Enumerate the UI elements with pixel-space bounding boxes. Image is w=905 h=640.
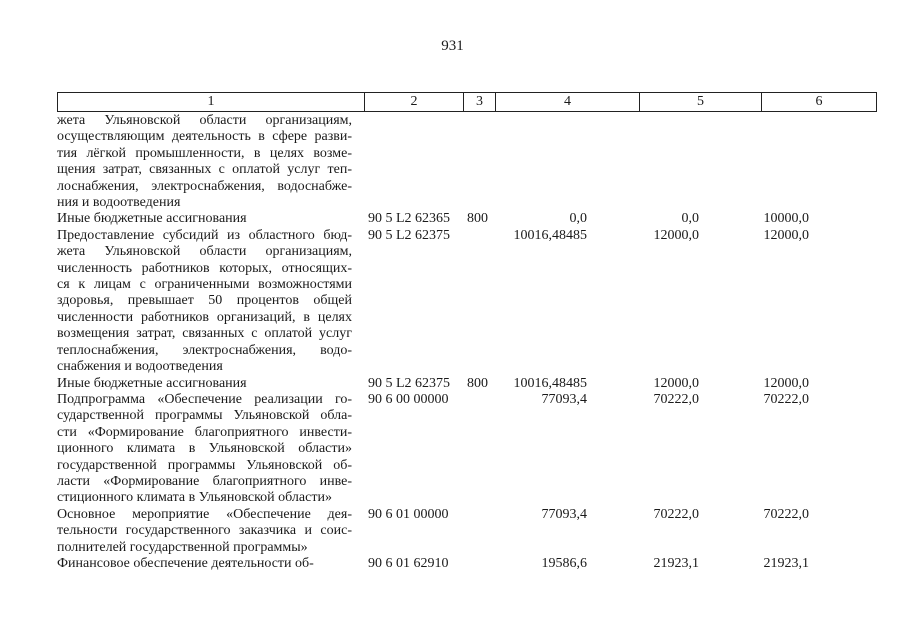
row-value-col-6: 70222,0 [763, 506, 809, 522]
row-value-col-5: 21923,1 [653, 555, 699, 571]
description-line: Иные бюджетные ассигнования [57, 375, 247, 391]
row-value-col-5: 0,0 [681, 211, 699, 227]
row-value-col-4: 10016,48485 [513, 227, 587, 243]
table-row [57, 228, 843, 376]
description-line: ционного климата в Ульяновской области» [57, 441, 352, 457]
header-col-2: 2 [365, 93, 464, 112]
table-row [57, 507, 843, 556]
row-description [57, 376, 358, 392]
row-type [463, 556, 497, 572]
description-line: сударственной программы Ульяновской обла- [57, 408, 352, 424]
row-type: 800 [467, 211, 488, 227]
description-line: ния и водоотведения [57, 195, 181, 211]
row-value-col-6: 10000,0 [763, 211, 809, 227]
description-line: жета Ульяновской области организациям, [57, 113, 352, 128]
row-value-col-6: 21923,1 [763, 555, 809, 571]
row-value-col-4: 10016,48485 [513, 375, 587, 391]
header-col-3: 3 [464, 93, 496, 112]
description-line: теплоснабжения, электроснабжения, водо- [57, 342, 352, 358]
row-code: 90 6 01 62910 [368, 555, 449, 571]
description-line: здоровья, превышает 50 процентов общей [57, 293, 352, 309]
table-row [57, 392, 843, 507]
header-col-6: 6 [762, 93, 877, 112]
description-line: Подпрограмма «Обеспечение реализации го- [57, 391, 352, 407]
row-description [57, 228, 358, 376]
page-number: 931 [441, 38, 464, 54]
header-col-1: 1 [58, 93, 365, 112]
description-line: ласти «Формирование благоприятного инве- [57, 473, 352, 489]
description-line: сти «Формирование благоприятного инвести- [57, 424, 352, 440]
row-value-col-4: 19586,6 [541, 555, 587, 571]
description-line: государственной программы Ульяновской об- [57, 457, 352, 473]
description-line: численность работников которых, относящих- [57, 260, 352, 276]
row-value-col-4: 77093,4 [541, 506, 587, 522]
row-value-col-5: 12000,0 [653, 227, 699, 243]
description-line: осуществляющим деятельность в сфере разви- [57, 129, 352, 145]
description-line: численности работников организаций, в целях [57, 309, 352, 325]
row-value-col-6: 12000,0 [763, 375, 809, 391]
description-line: лоснабжения, электроснабжения, водоснабже- [57, 178, 352, 194]
row-code [358, 113, 463, 211]
row-type [463, 507, 497, 556]
table-row [57, 113, 843, 211]
description-line: тия лёгкой промышленности, в целях возме- [57, 145, 352, 161]
row-description [57, 556, 358, 572]
row-code: 90 5 L2 62365 [368, 211, 451, 227]
description-line: Иные бюджетные ассигнования [57, 211, 247, 227]
row-code: 90 5 L2 62375 [368, 375, 451, 391]
description-line: снабжения и водоотведения [57, 359, 223, 375]
description-line: тельности государственного заказчика и соис- [57, 523, 352, 539]
header-col-4: 4 [496, 93, 640, 112]
row-value-col-4: 0,0 [569, 211, 587, 227]
row-description [57, 211, 358, 227]
row-code: 90 6 00 00000 [368, 391, 449, 407]
row-value-col-6: 12000,0 [763, 227, 809, 243]
description-line: щения затрат, связанных с оплатой услуг теп- [57, 162, 352, 178]
table-body [57, 113, 843, 572]
description-line: Основное мероприятие «Обеспечение дея- [57, 506, 352, 522]
table-header [57, 92, 877, 112]
row-value-col-5: 12000,0 [653, 375, 699, 391]
description-line: жета Ульяновской области организациям, [57, 244, 352, 260]
description-line: возмещения затрат, связанных с оплатой услуг [57, 326, 352, 342]
row-code: 90 5 L2 62375 [368, 227, 451, 243]
row-type [463, 228, 497, 376]
header-col-5: 5 [640, 93, 762, 112]
row-type [463, 113, 497, 211]
row-value-col-5: 70222,0 [653, 506, 699, 522]
row-value-col-5: 70222,0 [653, 391, 699, 407]
description-line: ся к лицам с ограниченными возможностями [57, 277, 352, 293]
row-description [57, 392, 358, 507]
description-line: полнителей государственной программы» [57, 539, 308, 555]
description-line: Предоставление субсидий из областного бюд- [57, 227, 352, 243]
row-value-col-4: 77093,4 [541, 391, 587, 407]
row-description [57, 113, 358, 211]
row-value-col-5 [615, 113, 733, 211]
row-value-col-4 [497, 113, 615, 211]
description-line: стиционного климата в Ульяновской области» [57, 490, 332, 506]
row-value-col-6 [733, 113, 843, 211]
row-code: 90 6 01 00000 [368, 506, 449, 522]
table-row [57, 211, 843, 227]
description-line: Финансовое обеспечение деятельности об- [57, 555, 314, 571]
table-row [57, 376, 843, 392]
row-type [463, 392, 497, 507]
row-description [57, 507, 358, 556]
table-row [57, 556, 843, 572]
row-value-col-6: 70222,0 [763, 391, 809, 407]
row-type: 800 [467, 375, 488, 391]
